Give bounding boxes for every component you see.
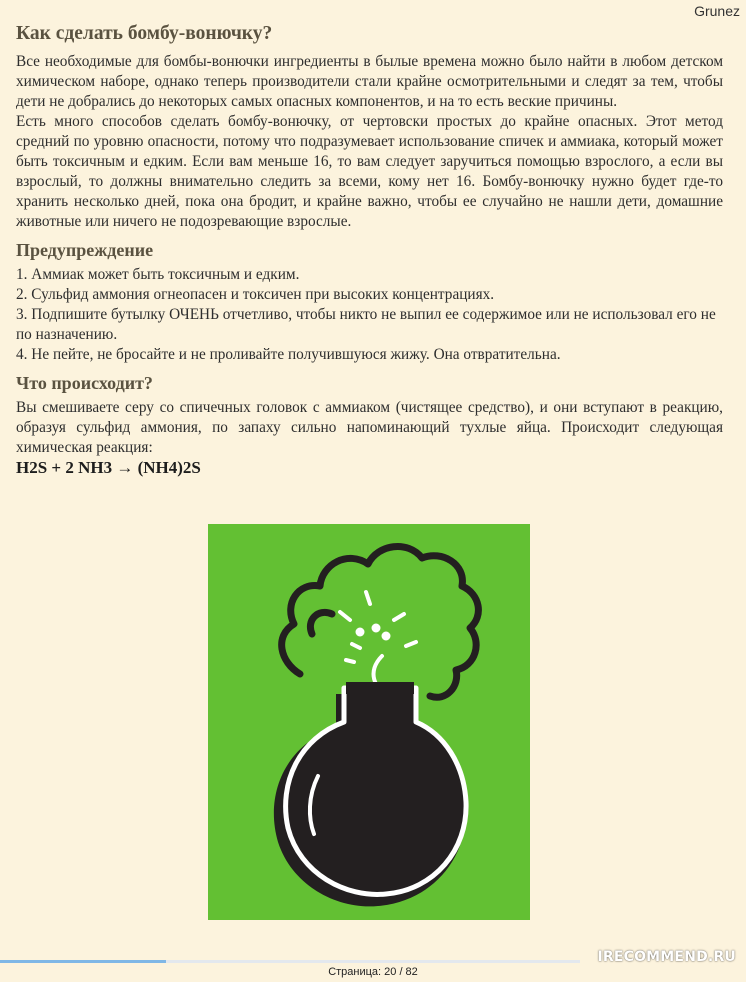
warning-heading: Предупреждение xyxy=(16,240,154,260)
article xyxy=(16,22,723,478)
chemical-formula: H2S + 2 NH3 → (NH4)2S xyxy=(16,458,201,477)
bomb-icon xyxy=(208,524,530,920)
what-happens-heading: Что происходит? xyxy=(16,373,153,393)
warning-item: 3. Подпишите бутылку ОЧЕНЬ отчетливо, чтобы никто не выпил ее содержимое или не использовал его не по назначению. xyxy=(16,306,716,343)
warning-item: 1. Аммиак может быть токсичным и едким. xyxy=(16,266,300,283)
article-title: Как сделать бомбу-вонючку? xyxy=(16,23,273,44)
what-happens-text: Вы смешиваете серу со спичечных головок с аммиаком (чистящее средство), и они вступают в реакцию, образуя сульфид аммония, по запаху сильно напоминающий тухлые яйца. Происходит следующая химическая реакция: xyxy=(16,399,723,456)
warning-item: 4. Не пейте, не бросайте и не проливайте получившуюся жижу. Она отвратительна. xyxy=(16,346,561,363)
warning-item: 2. Сульфид аммония огнеопасен и токсичен при высоких концентрациях. xyxy=(16,286,495,303)
reading-progress-fill xyxy=(0,960,166,963)
reading-progress-bar xyxy=(0,960,580,963)
warning-list xyxy=(16,265,723,365)
site-watermark: IRECOMMEND.RU xyxy=(597,949,736,965)
intro-paragraph: Есть много способов сделать бомбу-вонючку, от чертовски простых до крайне опасных. Этот метод средний по уровню опасности, потому что подразумевает использование спичек и аммиака, который может быть токсичным и едким. Если вам меньше 16, то вам следует заручиться помощью взрослого, а если вы взрослый, то должны внимательно следить за всеми, кому нет 16. Бомбу-вонючку нужно будет где-то хранить несколько дней, пока она бродит, и крайне важно, чтобы ее случайно не нашли дети, домашние животные или ничего не подозревающие взрослые. xyxy=(16,113,723,230)
brand-label: Grunez xyxy=(694,3,740,19)
stink-bomb-illustration xyxy=(208,524,530,920)
bomb-cap xyxy=(346,682,414,694)
intro-paragraph: Все необходимые для бомбы-вонючки ингредиенты в былые времена можно было найти в любом детском химическом наборе, однако теперь производители стали крайне осмотрительными и следят за тем, чтобы дети не добрались до некоторых самых опасных компонентов, и на то есть веские причины. xyxy=(16,53,723,110)
page-counter: Страница: 20 / 82 xyxy=(328,966,418,978)
